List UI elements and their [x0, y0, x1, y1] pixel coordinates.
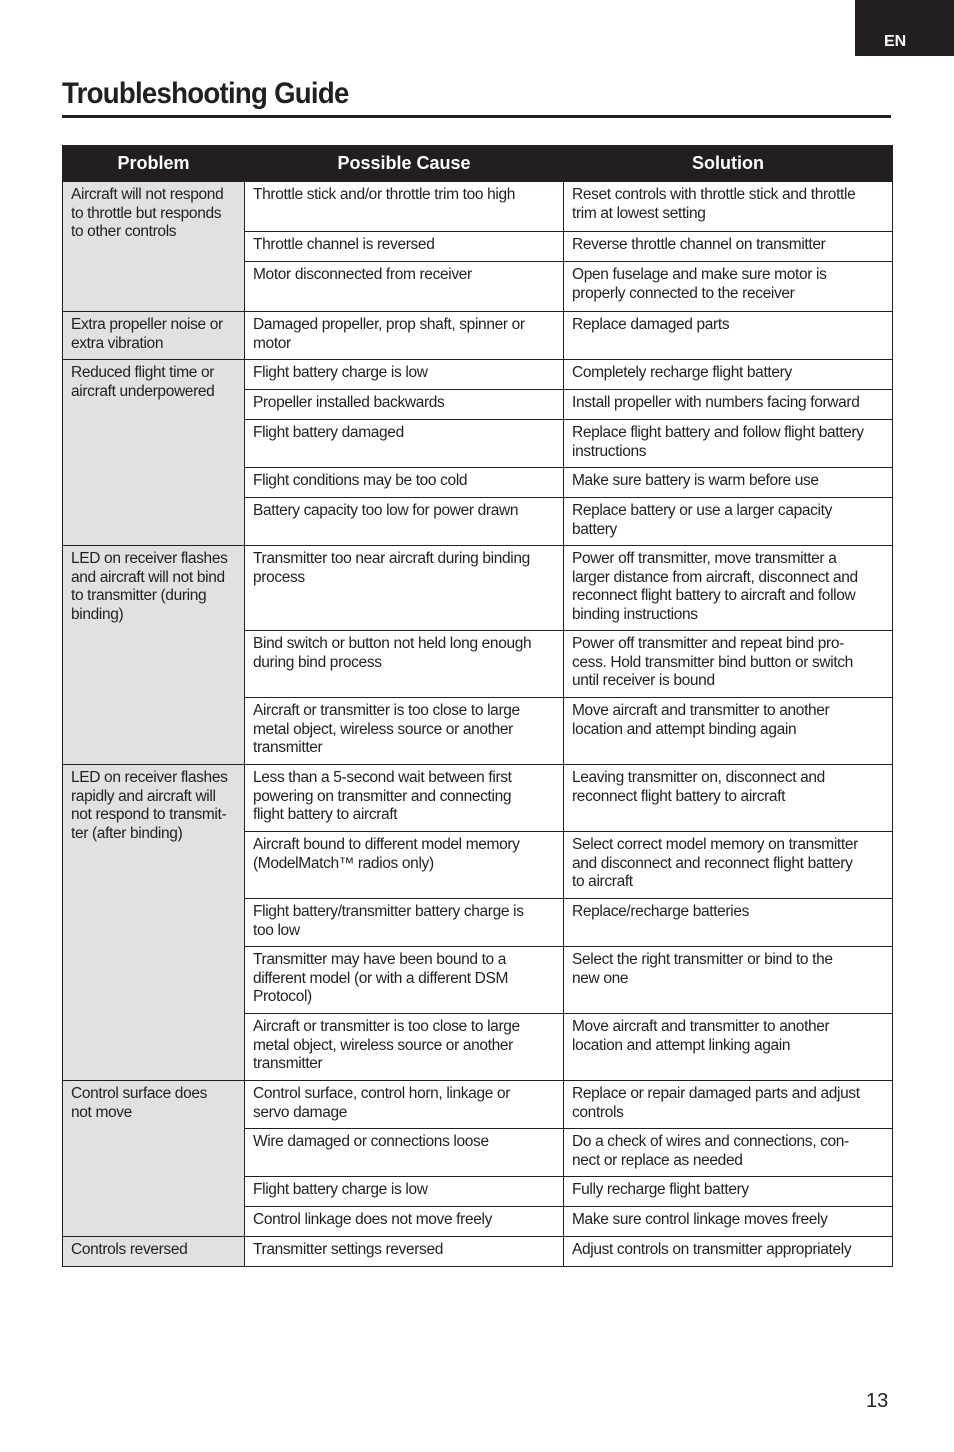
- header-solution: Solution: [564, 146, 893, 182]
- table-row: [63, 765, 893, 832]
- problem-text: Controls reversed: [71, 1241, 188, 1258]
- solution-cell: [564, 1014, 893, 1081]
- problem-cell: [63, 546, 245, 765]
- solution-text: Select correct model memory on transmitter and disconnect and reconnect flight battery to aircraft: [572, 836, 858, 890]
- solution-cell: [564, 262, 893, 312]
- troubleshooting-table: [62, 145, 893, 1267]
- cause-text: Propeller installed backwards: [253, 394, 445, 411]
- cause-cell: [245, 360, 564, 390]
- cause-text: Battery capacity too low for power drawn: [253, 502, 519, 519]
- language-tab: EN: [855, 0, 954, 56]
- cause-cell: [245, 1177, 564, 1207]
- header-possible-cause: Possible Cause: [245, 146, 564, 182]
- cause-cell: [245, 232, 564, 262]
- page-title: Troubleshooting Guide: [62, 77, 349, 110]
- solution-cell: [564, 631, 893, 698]
- solution-cell: [564, 360, 893, 390]
- solution-cell: [564, 498, 893, 546]
- solution-cell: [564, 947, 893, 1014]
- cause-text: Bind switch or button not held long enough during bind process: [253, 635, 532, 671]
- problem-cell: [63, 360, 245, 546]
- cause-text: Transmitter too near aircraft during binding process: [253, 550, 530, 586]
- cause-cell: [245, 312, 564, 360]
- cause-cell: [245, 765, 564, 832]
- table-row: [63, 1237, 893, 1267]
- solution-cell: [564, 232, 893, 262]
- problem-text: Reduced flight time or aircraft underpowered: [71, 364, 215, 400]
- solution-text: Reverse throttle channel on transmitter: [572, 236, 826, 253]
- solution-text: Make sure battery is warm before use: [572, 472, 819, 489]
- cause-cell: [245, 498, 564, 546]
- cause-cell: [245, 390, 564, 420]
- problem-text: LED on receiver flashes and aircraft will not bind to transmitter (during binding): [71, 550, 228, 623]
- table-row: [63, 312, 893, 360]
- cause-text: Flight battery charge is low: [253, 364, 428, 381]
- table-body: [63, 182, 893, 1267]
- solution-cell: [564, 390, 893, 420]
- cause-cell: [245, 1129, 564, 1177]
- table-row: [63, 1081, 893, 1129]
- solution-text: Leaving transmitter on, disconnect and reconnect flight battery to aircraft: [572, 769, 825, 805]
- table-row: [63, 546, 893, 631]
- solution-text: Replace battery or use a larger capacity battery: [572, 502, 832, 538]
- table-header-row: [63, 146, 893, 182]
- cause-cell: [245, 1207, 564, 1237]
- solution-text: Make sure control linkage moves freely: [572, 1211, 828, 1228]
- table-row: [63, 360, 893, 390]
- solution-text: Replace flight battery and follow flight battery instructions: [572, 424, 864, 460]
- cause-text: Aircraft bound to different model memory (ModelMatch™ radios only): [253, 836, 520, 872]
- solution-text: Select the right transmitter or bind to the new one: [572, 951, 833, 987]
- problem-text: Aircraft will not respond to throttle but responds to other controls: [71, 186, 224, 240]
- cause-text: Damaged propeller, prop shaft, spinner or motor: [253, 316, 525, 352]
- cause-cell: [245, 1081, 564, 1129]
- solution-text: Reset controls with throttle stick and throttle trim at lowest setting: [572, 186, 856, 222]
- cause-text: Flight conditions may be too cold: [253, 472, 468, 489]
- cause-text: Throttle channel is reversed: [253, 236, 435, 253]
- cause-text: Flight battery charge is low: [253, 1181, 428, 1198]
- header-problem: Problem: [63, 146, 245, 182]
- solution-cell: [564, 899, 893, 947]
- cause-cell: [245, 631, 564, 698]
- table-row: [63, 182, 893, 232]
- problem-cell: [63, 765, 245, 1081]
- solution-cell: [564, 1177, 893, 1207]
- cause-cell: [245, 1237, 564, 1267]
- cause-cell: [245, 698, 564, 765]
- solution-cell: [564, 182, 893, 232]
- problem-text: LED on receiver flashes rapidly and aircraft will not respond to transmit- ter (after binding): [71, 769, 228, 842]
- solution-text: Move aircraft and transmitter to another location and attempt binding again: [572, 702, 830, 738]
- solution-text: Completely recharge flight battery: [572, 364, 792, 381]
- solution-cell: [564, 832, 893, 899]
- cause-cell: [245, 182, 564, 232]
- solution-cell: [564, 468, 893, 498]
- solution-cell: [564, 1237, 893, 1267]
- problem-cell: [63, 312, 245, 360]
- cause-text: Motor disconnected from receiver: [253, 266, 472, 283]
- solution-text: Adjust controls on transmitter appropriately: [572, 1241, 852, 1258]
- cause-cell: [245, 832, 564, 899]
- cause-cell: [245, 947, 564, 1014]
- cause-text: Flight battery damaged: [253, 424, 404, 441]
- solution-text: Replace damaged parts: [572, 316, 730, 333]
- page-number: 13: [866, 1390, 889, 1412]
- solution-text: Replace/recharge batteries: [572, 903, 750, 920]
- cause-text: Throttle stick and/or throttle trim too high: [253, 186, 515, 203]
- solution-text: Fully recharge flight battery: [572, 1181, 749, 1198]
- solution-cell: [564, 1207, 893, 1237]
- problem-cell: [63, 1081, 245, 1237]
- solution-text: Move aircraft and transmitter to another location and attempt linking again: [572, 1018, 830, 1054]
- cause-cell: [245, 899, 564, 947]
- cause-text: Wire damaged or connections loose: [253, 1133, 489, 1150]
- cause-text: Aircraft or transmitter is too close to large metal object, wireless source or another transmitter: [253, 702, 520, 756]
- solution-text: Do a check of wires and connections, con- nect or replace as needed: [572, 1133, 849, 1169]
- solution-cell: [564, 1129, 893, 1177]
- problem-text: Extra propeller noise or extra vibration: [71, 316, 223, 352]
- solution-cell: [564, 765, 893, 832]
- solution-cell: [564, 546, 893, 631]
- problem-text: Control surface does not move: [71, 1085, 208, 1121]
- solution-text: Power off transmitter and repeat bind pro- cess. Hold transmitter bind button or switch until receiver is bound: [572, 635, 853, 689]
- cause-text: Transmitter settings reversed: [253, 1241, 443, 1258]
- cause-text: Control linkage does not move freely: [253, 1211, 492, 1228]
- solution-cell: [564, 420, 893, 468]
- cause-cell: [245, 420, 564, 468]
- solution-cell: [564, 698, 893, 765]
- problem-cell: [63, 182, 245, 312]
- cause-text: Flight battery/transmitter battery charge is too low: [253, 903, 524, 939]
- cause-cell: [245, 546, 564, 631]
- solution-text: Open fuselage and make sure motor is properly connected to the receiver: [572, 266, 827, 302]
- problem-cell: [63, 1237, 245, 1267]
- solution-cell: [564, 312, 893, 360]
- solution-cell: [564, 1081, 893, 1129]
- solution-text: Install propeller with numbers facing forward: [572, 394, 860, 411]
- title-divider: [62, 115, 891, 118]
- cause-text: Less than a 5-second wait between first powering on transmitter and connecting flight battery to aircraft: [253, 769, 512, 823]
- cause-cell: [245, 1014, 564, 1081]
- cause-text: Control surface, control horn, linkage or servo damage: [253, 1085, 511, 1121]
- solution-text: Replace or repair damaged parts and adjust controls: [572, 1085, 860, 1121]
- solution-text: Power off transmitter, move transmitter a larger distance from aircraft, disconnect and reconnect flight battery to aircraft and follow binding instructions: [572, 550, 858, 623]
- cause-text: Transmitter may have been bound to a different model (or with a different DSM Protocol): [253, 951, 509, 1005]
- cause-cell: [245, 468, 564, 498]
- cause-cell: [245, 262, 564, 312]
- cause-text: Aircraft or transmitter is too close to large metal object, wireless source or another transmitter: [253, 1018, 520, 1072]
